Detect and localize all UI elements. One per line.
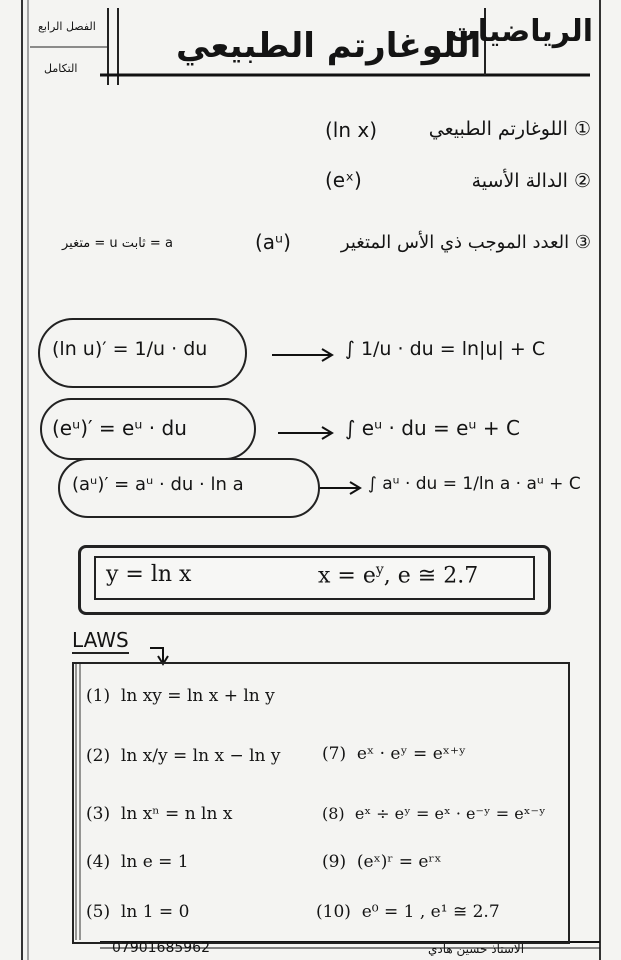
intro-item-2: ② الدالة الأسية [471,170,591,192]
law-2: (2) ln x/y = ln x − ln y [86,746,281,766]
law-1: (1) ln xy = ln x + ln y [86,686,275,706]
laws-heading: LAWS [72,628,129,652]
intro-symbol-2: (eˣ) [325,168,362,192]
intro-symbol-3: (aᵘ) [255,230,291,254]
intro-item-3: ③ العدد الموجب ذي الأس المتغير [340,232,591,253]
definition-right: $x = e^y$, e ≅ 2.7 [318,562,479,589]
definition-left: y = ln x [106,562,192,587]
subject-title: الرياضيات [447,14,593,49]
derivative-2: (eᵘ)′ = eᵘ · du [52,416,187,440]
derivative-1: (ln u)′ = 1/u · du [52,338,208,360]
law-5: (5) ln 1 = 0 [86,902,190,922]
derivative-3: (aᵘ)′ = aᵘ · du · ln a [72,474,244,495]
law-9: (9) (eˣ)ʳ = eʳˣ [322,852,442,872]
law-4: (4) ln e = 1 [86,852,189,872]
intro-note-3: a = ثابت u = متغير [62,236,173,251]
law-7: (7) eˣ · eʸ = eˣ⁺ʸ [322,744,467,764]
law-8: (8) eˣ ÷ eʸ = eˣ · e⁻ʸ = eˣ⁻ʸ [322,804,546,823]
integral-3: ∫ aᵘ · du = 1/ln a · aᵘ + C [368,474,581,494]
intro-item-1: ① اللوغارتم الطبيعي [428,118,591,140]
chapter-label: الفصل الرابع [38,20,96,33]
section-label: التكامل [44,62,78,75]
integral-1: ∫ 1/u · du = ln|u| + C [345,338,546,360]
footer-phone: 07901685962 [112,940,210,956]
page-title: اللوغارتم الطبيعي [176,26,482,66]
footer-teacher: الاستاذ حسين هادي [428,942,525,956]
intro-symbol-1: (ln x) [325,118,378,142]
integral-2: ∫ eᵘ · du = eᵘ + C [345,416,520,440]
law-10: (10) e⁰ = 1 , e¹ ≅ 2.7 [316,902,500,922]
law-3: (3) ln xⁿ = n ln x [86,804,233,824]
